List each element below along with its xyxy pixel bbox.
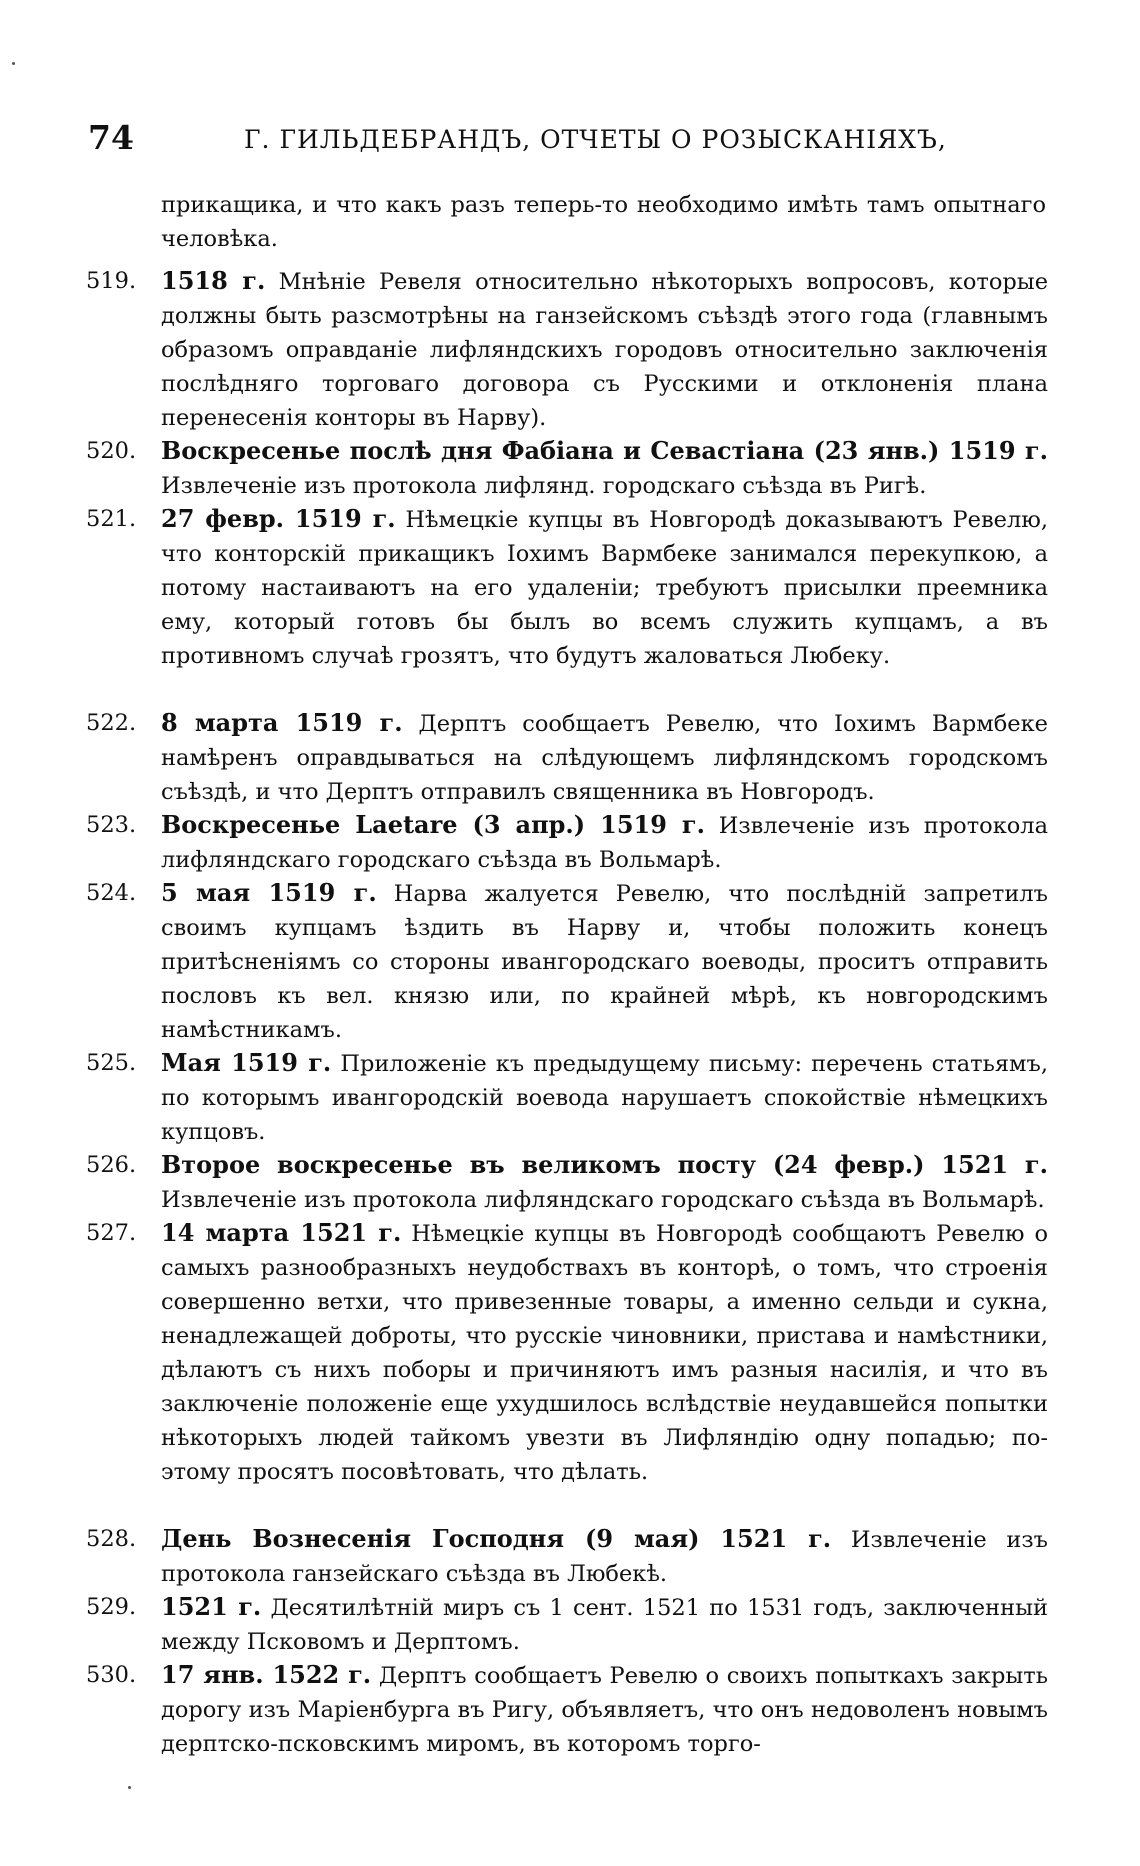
entry-number: 525.: [86, 1050, 137, 1076]
entry-number: 529.: [86, 1594, 137, 1620]
entry-number: 522.: [86, 710, 137, 736]
entry-date: 5 мая 1519 г.: [161, 878, 377, 907]
entry-body: [161, 876, 1048, 1047]
entry-date: 1518 г.: [161, 266, 266, 295]
entry-522: [86, 706, 1048, 808]
entry-text: Извлеченіе изъ протокола лифляндскаго городскаго съѣзда въ Вольмарѣ.: [161, 1187, 1045, 1213]
entry-521: [86, 502, 1048, 706]
entry-date: 17 янв. 1522 г.: [161, 1660, 372, 1689]
scan-speck: [128, 1786, 131, 1789]
entry-530: [86, 1658, 1048, 1760]
entry-text: Десятилѣтній миръ съ 1 сент. 1521 по 1531 годъ, заключенный между Псковомъ и Дерптомъ.: [161, 1595, 1048, 1655]
entry-number: 530.: [86, 1662, 137, 1688]
entry-body: [161, 1148, 1048, 1217]
entry-body: [161, 706, 1048, 809]
page-header: [88, 118, 1050, 158]
entry-text: Дерптъ сообщаетъ Ревелю, что Іохимъ Вармбеке намѣренъ оправдываться на слѣдующемъ лифляндскомъ городскомъ съѣздѣ, и что Дерптъ отправилъ священника въ Новгородъ.: [161, 711, 1048, 805]
entry-body: [161, 434, 1048, 503]
entry-number: 521.: [86, 506, 137, 532]
entry-date: Воскресенье Laetare (3 апр.) 1519 г.: [161, 810, 705, 839]
entry-body: [161, 502, 1048, 673]
entry-body: [161, 1216, 1048, 1489]
entry-text: Мнѣніе Ревеля относительно нѣкоторыхъ вопросовъ, которые должны быть разсмотрѣны на ганзейскомъ съѣздѣ этого года (главнымъ образомъ оправданіе лифляндскихъ городовъ относительно заключенія послѣдняго торговаго договора съ Русскими и отклоненія плана перенесенія конторы въ Нарву).: [161, 269, 1049, 431]
entry-date: Воскресенье послѣ дня Фабіана и Севастіана (23 янв.) 1519 г.: [161, 436, 1048, 465]
continuation-paragraph: прикащика, и что какъ разъ теперь-то необходимо имѣть тамъ опытнаго человѣка.: [161, 192, 1046, 252]
entry-519: [86, 264, 1048, 434]
entry-list: [86, 264, 1048, 1760]
scan-speck: [12, 62, 15, 65]
entry-520: [86, 434, 1048, 502]
entry-date: Мая 1519 г.: [161, 1048, 332, 1077]
entry-number: 526.: [86, 1152, 137, 1178]
entry-date: Второе воскресенье въ великомъ посту (24 февр.) 1521 г.: [161, 1150, 1048, 1179]
entry-body: [161, 1046, 1048, 1149]
entry-text: Приложеніе къ предыдущему письму: перечень статьямъ, по которымъ ивангородскій воевода нарушаетъ спокойствіе нѣмецкихъ купцовъ.: [161, 1051, 1048, 1145]
entry-body: [161, 808, 1048, 877]
entry-527: [86, 1216, 1048, 1522]
entry-date: День Вознесенія Господня (9 мая) 1521 г.: [161, 1524, 832, 1553]
entry-body: [161, 1522, 1048, 1591]
entry-number: 527.: [86, 1220, 137, 1246]
entry-number: 528.: [86, 1526, 137, 1552]
entry-text: Извлеченіе изъ протокола ганзейскаго съѣзда въ Любекѣ.: [161, 1527, 1049, 1587]
entry-date: 1521 г.: [161, 1592, 262, 1621]
entry-text: Нѣмецкіе купцы въ Новгородѣ доказываютъ Ревелю, что конторскій прикащикъ Іохимъ Вармбеке занимался перекупкою, а потому настаиваютъ на его удаленіи; требуютъ присылки преемника ему, который готовъ бы былъ во всемъ служить купцамъ, а въ противномъ случаѣ грозятъ, что будутъ жаловаться Любеку.: [161, 507, 1048, 669]
entry-text: Извлеченіе изъ протокола лифлянд. городскаго съѣзда въ Ригѣ.: [161, 473, 927, 499]
entry-529: [86, 1590, 1048, 1658]
entry-date: 27 февр. 1519 г.: [161, 504, 396, 533]
running-title: Г. ГИЛЬДЕБРАНДЪ, ОТЧЕТЫ О РОЗЫСКАНІЯХЪ,: [244, 125, 947, 154]
entry-text: Нѣмецкіе купцы въ Новгородѣ сообщаютъ Ревелю о самыхъ разнообразныхъ неудобствахъ въ конторѣ, о томъ, что строенія совершенно ветхи, что привезенные товары, а именно сельди и сукна, ненадлежащей доброты, что русскіе чиновники, пристава и намѣстники, дѣлаютъ съ нихъ поборы и причиняютъ имъ разныя насилія, и что въ заключеніе положеніе еще ухудшилось вслѣдствіе неудавшейся попытки нѣкоторыхъ людей тайкомъ увезти въ Лифляндію одну попадью; по-этому просятъ посовѣтовать, что дѣлать.: [161, 1221, 1048, 1485]
entry-text: Нарва жалуется Ревелю, что послѣдній запретилъ своимъ купцамъ ѣздить въ Нарву и, чтобы положить конецъ притѣсненіямъ со стороны ивангородскаго воеводы, проситъ отправить пословъ къ вел. князю или, по крайней мѣрѣ, къ новгородскимъ намѣстникамъ.: [161, 881, 1048, 1043]
page-number: 74: [88, 118, 134, 157]
entry-text: Извлеченіе изъ протокола лифляндскаго городскаго съѣзда въ Вольмарѣ.: [161, 813, 1049, 873]
entry-body: [161, 264, 1048, 435]
entry-526: [86, 1148, 1048, 1216]
entry-number: 519.: [86, 268, 137, 294]
entry-text: Дерптъ сообщаетъ Ревелю о своихъ попыткахъ закрыть дорогу изъ Маріенбурга въ Ригу, объявляетъ, что онъ недоволенъ новымъ дерптско-псковскимъ миромъ, въ которомъ торго-: [161, 1663, 1048, 1757]
entry-525: [86, 1046, 1048, 1148]
entry-date: 14 марта 1521 г.: [161, 1218, 402, 1247]
entry-body: [161, 1590, 1048, 1659]
entry-body: [161, 1658, 1048, 1761]
entry-number: 524.: [86, 880, 137, 906]
entry-date: 8 марта 1519 г.: [161, 708, 403, 737]
entry-528: [86, 1522, 1048, 1590]
entry-524: [86, 876, 1048, 1046]
entry-number: 520.: [86, 438, 137, 464]
entry-number: 523.: [86, 812, 137, 838]
entry-523: [86, 808, 1048, 876]
